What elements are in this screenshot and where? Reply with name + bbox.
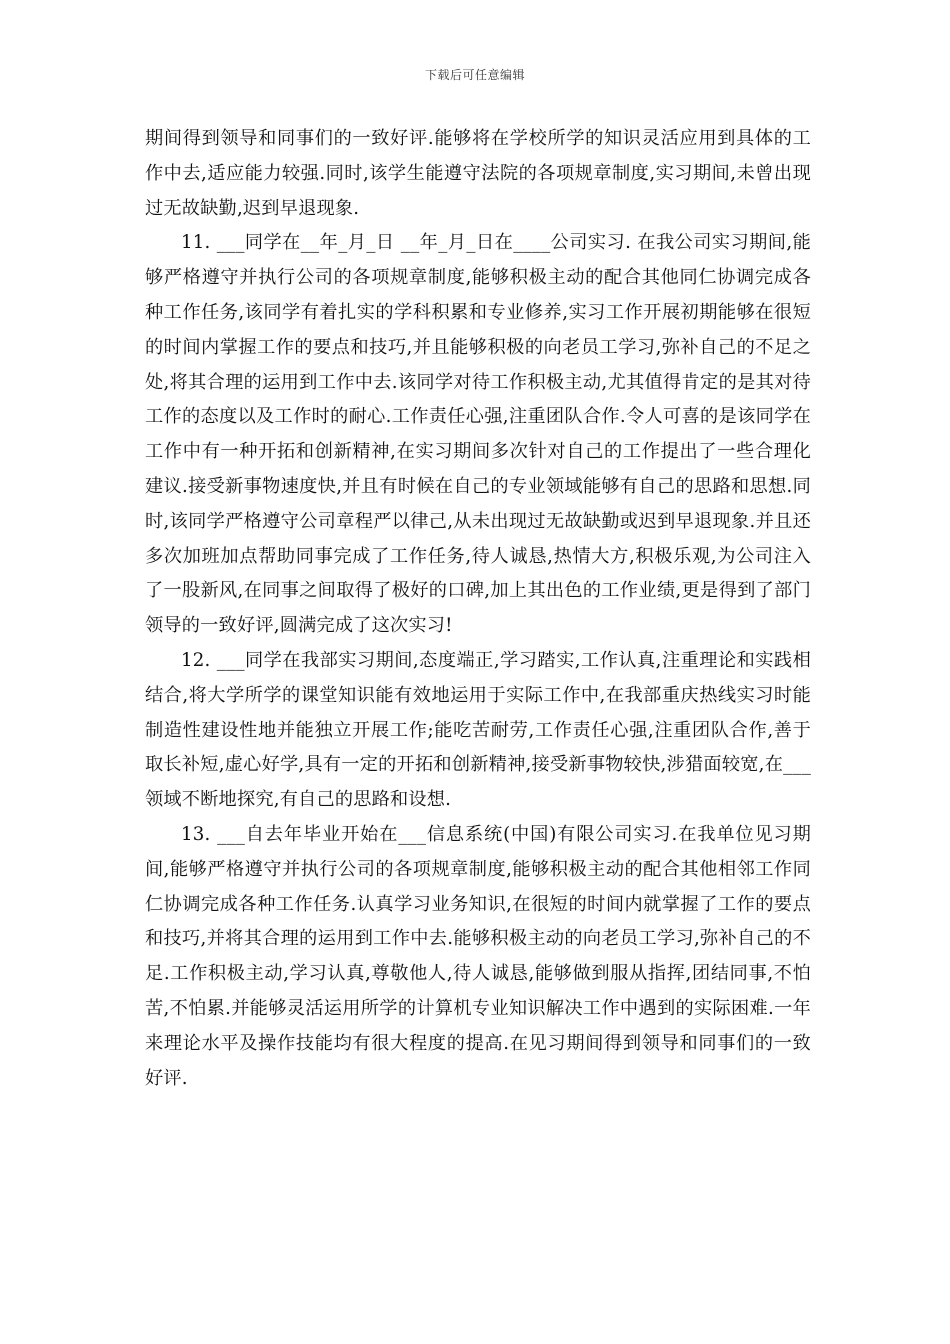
paragraph-11: 11. ___同学在__年_月_日 __年_月_日在____公司实习. 在我公司实习期间,能够严格遵守并执行公司的各项规章制度,能够积极主动的配合其他同仁协调完成各种工作任务,该同学有着扎实的学科积累和专业修养,实习工作开展初期能够在很短的时间内掌握工作的要点和技巧,并且能够积极的向老员工学习,弥补自己的不足之处,将其合理的运用到工作中去.该同学对待工作积极主动,尤其值得肯定的是其对待工作的态度以及工作时的耐心.工作责任心强,注重团队合作.令人可喜的是该同学在工作中有一种开拓和创新精神,在实习期间多次针对自己的工作提出了一些合理化建议.接受新事物速度快,并且有时候在自己的专业领域能够有自己的思路和思想.同时,该同学严格遵守公司章程严以律己,从未出现过无故缺勤或迟到早退现象.并且还多次加班加点帮助同事完成了工作任务,待人诚恳,热情大方,积极乐观,为公司注入了一股新风,在同事之间取得了极好的口碑,加上其出色的工作业绩,更是得到了部门领导的一致好评,圆满完成了这次实习!	[145, 232, 811, 637]
paragraph-13: 13. ___自去年毕业开始在___信息系统(中国)有限公司实习.在我单位见习期间,能够严格遵守并执行公司的各项规章制度,能够积极主动的配合其他相邻工作同仁协调完成各种工作任务.认真学习业务知识,在很短的时间内就掌握了工作的要点和技巧,并将其合理的运用到工作中去.能够积极主动的向老员工学习,弥补自己的不足.工作积极主动,学习认真,尊敬他人,待人诚恳,能够做到服从指挥,团结同事,不怕苦,不怕累.并能够灵活运用所学的计算机专业知识解决工作中遇到的实际困难.一年来理论水平及操作技能均有很大程度的提高.在见习期间得到领导和同事们的一致好评.	[145, 823, 811, 1089]
header-note: 下载后可任意编辑	[424, 68, 525, 82]
paragraph-continuation: 期间得到领导和同事们的一致好评.能够将在学校所学的知识灵活应用到具体的工作中去,适应能力较强.同时,该学生能遵守法院的各项规章制度,实习期间,未曾出现过无故缺勤,迟到早退现象.	[145, 128, 811, 219]
document-body	[145, 122, 811, 1096]
paragraph-12: 12. ___同学在我部实习期间,态度端正,学习踏实,工作认真,注重理论和实践相结合,将大学所学的课堂知识能有效地运用于实际工作中,在我部重庆热线实习时能制造性建设性地并能独立开展工作;能吃苦耐劳,工作责任心强,注重团队合作,善于取长补短,虚心好学,具有一定的开拓和创新精神,接受新事物较快,涉猎面较宽,在___领域不断地探究,有自己的思路和设想.	[145, 649, 811, 811]
